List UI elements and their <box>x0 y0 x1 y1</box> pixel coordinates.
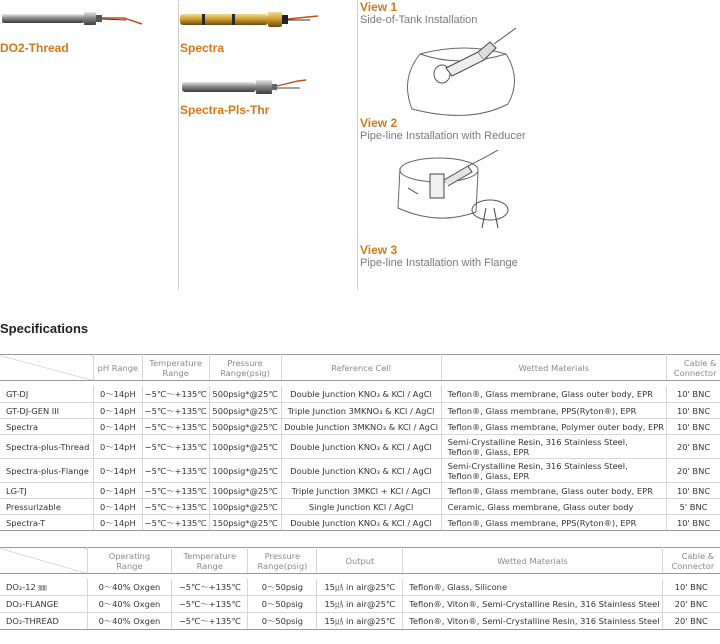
tank-installation-drawing <box>390 24 530 124</box>
view-2-title: View 2 <box>360 116 398 130</box>
header-output: Output <box>317 548 403 574</box>
header-cable-connector: Cable & Connector <box>662 548 720 574</box>
header-corner <box>0 355 94 381</box>
product-label-spectra: Spectra <box>180 41 225 55</box>
table-row: GT-DJ-GEN III 0～14pH −5℃～+135℃ 500psig*@25℃ Triple Junction 3MKNO₃ & KCl / AgCl Teflon®, Glass membrane, PPS(Ryton®), EPR 10' BNC <box>0 403 720 419</box>
probe-image-spectra <box>180 8 320 32</box>
probe-image-do2-thread <box>0 4 150 34</box>
table-row: LG-TJ 0～14pH −5℃～+135℃ 100psig*@25℃ Triple Junction 3MKCl + KCl / AgCl Teflon®, Glass membrane, Glass outer body, EPR 10' BNC <box>0 483 720 499</box>
probe-image-spectra-pls-thr <box>180 76 320 100</box>
header-wetted-materials: Wetted Materials <box>403 548 662 574</box>
table-row: DO₂-THREAD 0～40% Oxgen −5℃～+135℃ 0～50psig 15㎂ in air@25℃ Teflon®, Viton®, Semi-Crystalline Resin, 316 Stainless Steel 20' BNC <box>0 613 720 630</box>
column-divider <box>178 0 179 290</box>
table-row: Spectra-plus-Flange 0～14pH −5℃～+135℃ 100psig*@25℃ Double Junction KNO₃ & KCl / AgCl Semi-Crystalline Resin, 316 Stainless Steel, Teflon®, Glass, EPR 20' BNC <box>0 459 720 483</box>
table-header-row <box>0 355 720 381</box>
view-3-title: View 3 <box>360 243 398 257</box>
header-pressure-range: Pressure Range(psig) <box>209 355 281 381</box>
header-ph-range: pH Range <box>94 355 143 381</box>
table-header-row <box>0 548 720 574</box>
view-2-subtitle: Pipe-line Installation with Reducer <box>360 130 526 142</box>
table-row: DO₂-12 ㎜ 0～40% Oxgen −5℃～+135℃ 0～50psig 15㎂ in air@25℃ Teflon®, Glass, Silicone 10' BNC <box>0 579 720 596</box>
ph-electrode-spec-table <box>0 354 720 531</box>
specifications-heading: Specifications <box>0 321 89 336</box>
view-1-title: View 1 <box>360 0 398 14</box>
table-row: DO₂-FLANGE 0～40% Oxgen −5℃～+135℃ 0～50psig 15㎂ in air@25℃ Teflon®, Viton®, Semi-Crystalline Resin, 316 Stainless Steel 20' BNC <box>0 596 720 613</box>
header-wetted-materials: Wetted Materials <box>441 355 666 381</box>
view-1-subtitle: Side-of-Tank Installation <box>360 14 478 26</box>
view-3-subtitle: Pipe-line Installation with Flange <box>360 257 518 269</box>
header-temperature-range: Temperature Range <box>142 355 209 381</box>
table-row: Spectra-T 0～14pH −5℃～+135℃ 150psig*@25℃ Double Junction KNO₃ & KCl / AgCl Teflon®, Glass membrane, PPS(Ryton®), EPR 10' BNC <box>0 515 720 531</box>
column-divider <box>357 0 358 290</box>
do2-sensor-spec-table <box>0 547 720 630</box>
table-row: GT-DJ 0～14pH −5℃～+135℃ 500psig*@25℃ Double Junction KNO₃ & KCl / AgCl Teflon®, Glass membrane, Glass outer body, EPR 10' BNC <box>0 386 720 403</box>
header-reference-cell: Reference Cell <box>281 355 441 381</box>
product-label-spectra-pls-thr: Spectra-Pls-Thr <box>180 103 270 117</box>
header-pressure-range: Pressure Range(psig) <box>248 548 317 574</box>
header-corner <box>0 548 87 574</box>
header-temperature-range: Temperature Range <box>172 548 248 574</box>
table-row: Spectra 0～14pH −5℃～+135℃ 500psig*@25℃ Double Junction 3MKNO₃ & KCl / AgCl Teflon®, Glass membrane, Polymer outer body, EPR 10' BNC <box>0 419 720 435</box>
product-label-do2-thread: DO2-Thread <box>0 41 69 55</box>
header-cable-connector: Cable & Connector <box>667 355 720 381</box>
table-row: Spectra-plus-Thread 0～14pH −5℃～+135℃ 100psig*@25℃ Double Junction KNO₃ & KCl / AgCl Semi-Crystalline Resin, 316 Stainless Steel, Teflon®, Glass, EPR 20' BNC <box>0 435 720 459</box>
header-operating-range: Operating Range <box>87 548 172 574</box>
table-row: Pressurizable 0～14pH −5℃～+135℃ 100psig*@25℃ Single Junction KCl / AgCl Ceramic, Glass membrane, Glass outer body 5' BNC <box>0 499 720 515</box>
reducer-installation-drawing <box>378 148 528 240</box>
